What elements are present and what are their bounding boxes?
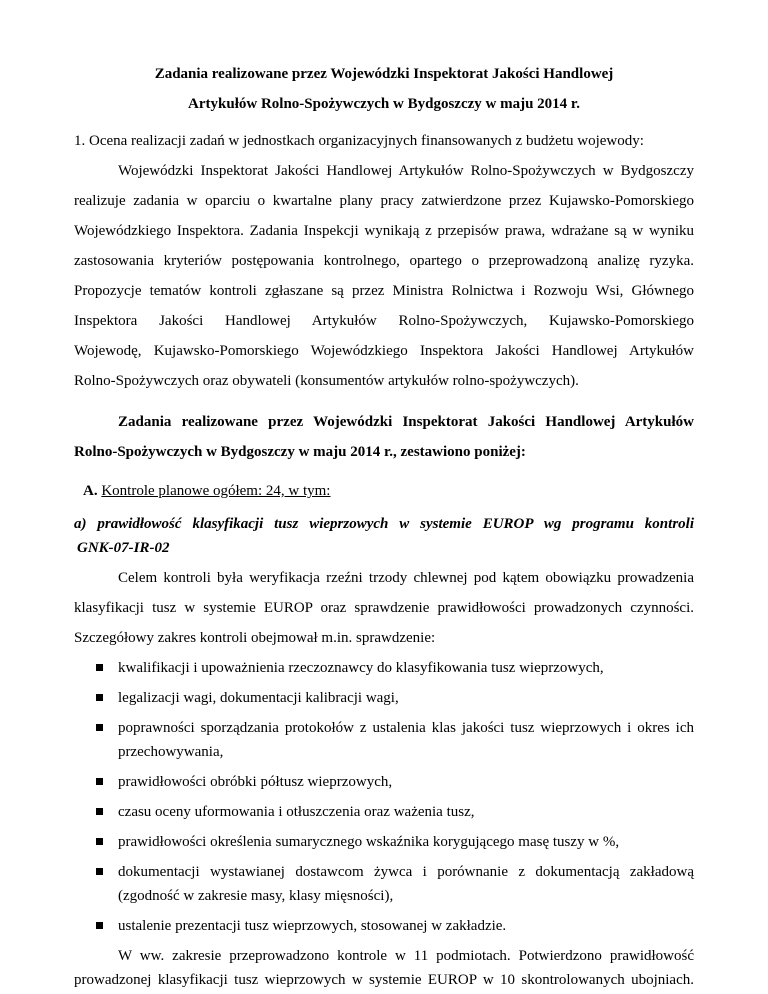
subsection-a-title-line2: GNK-07-IR-02 (77, 540, 170, 556)
paragraph-line: Rolno-Spożywczych oraz obywateli (konsumentów artykułów rolno-spożywczych). (74, 373, 579, 389)
paragraph-line: Inspektora Jakości Handlowej Artykułów Rolno-Spożywczych, Kujawsko-Pomorskiego (74, 313, 694, 329)
paragraph-line: Szczegółowy zakres kontroli obejmował m.in. sprawdzenie: (74, 630, 436, 646)
paragraph-line: zastosowania kryteriów postępowania kontrolnego, opartego o przeprowadzoną analizę ryzyka. (74, 253, 694, 269)
square-bullet-icon (96, 694, 103, 701)
square-bullet-icon (96, 724, 103, 731)
summary-heading-line2: Rolno-Spożywczych w Bydgoszczy w maju 2014 r., zestawiono poniżej: (74, 444, 526, 460)
subsection-a-title-line1: a) prawidłowość klasyfikacji tusz wieprzowych w systemie EUROP wg programu kontroli (74, 516, 694, 532)
square-bullet-icon (96, 664, 103, 671)
summary-heading-line1: Zadania realizowane przez Wojewódzki Inspektorat Jakości Handlowej Artykułów (118, 414, 694, 430)
paragraph-line: Celem kontroli była weryfikacja rzeźni trzody chlewnej pod kątem obowiązku prowadzenia (118, 570, 694, 586)
paragraph-line: klasyfikacji tusz w systemie EUROP oraz sprawdzenie prawidłowości prowadzonych czynności. (74, 600, 694, 616)
document-page: Zadania realizowane przez Wojewódzki Inspektorat Jakości Handlowej Artykułów Rolno-Spożywczych w Bydgoszczy w maju 2014 r. 1. Ocena realizacji zadań w jednostkach organizacyjnych finansowanych z budżetu wojewody: Wojewódzki Inspektorat Jakości Handlowej Artykułów Rolno-Spożywczych w Bydgoszczy realizuje zadania w oparciu o kwartalne plany pracy zatwierdzone przez Kujawsko-Pomorskiego Wojewódzkiego Inspektora. Zadania Inspekcji wynikają z przepisów prawa, wdrażane są w wyniku zastosowania kryteriów postępowania kontrolnego, opartego o przeprowadzoną analizę ryzyka. Propozycje tematów kontroli zgłaszane są przez Ministra Rolnictwa i Rozwoju Wsi, Głównego Inspektora Jakości Handlowej Artykułów Rolno-Spożywczych, Kujawsko-Pomorskiego Wojewodę, Kujawsko-Pomorskiego Wojewódzkiego Inspektora Jakości Handlowej Artykułów Rolno-Spożywczych oraz obywateli (konsumentów artykułów rolno-spożywczych). Zadania realizowane przez Wojewódzki Inspektorat Jakości Handlowej Artykułów Rolno-Spożywczych w Bydgoszczy w maju 2014 r., zestawiono poniżej: A. Kontrole planowe ogółem: 24, w tym: a) prawidłowość klasyfikacji tusz wieprzowych w systemie EUROP wg programu kontroli GNK-07-IR-02 Celem kontroli była weryfikacja rzeźni trzody chlewnej pod kątem obowiązku prowadzenia klasyfikacji tusz w systemie EUROP oraz sprawdzenie prawidłowości prowadzonych czynności. Szczegółowy zakres kontroli obejmował m.in. sprawdzenie: kwalifikacji i upoważnienia rzeczoznawcy do klasyfikowania tusz wieprzowych, legalizacji wagi, dokumentacji kalibracji wagi, poprawności sporządzania protokołów z ustalenia klas jakości tusz wieprzowych i okres ich przechowywania, prawidłowości obróbki półtusz wieprzowych, czasu oceny uformowania i otłuszczenia oraz ważenia tusz, prawidłowości określenia sumarycznego wskaźnika korygującego masę tuszy w %, dokumentacji wystawianej dostawcom żywca i porównanie z dokumentacją zakładową (zgodność w zakresie masy, klasy mięsności), ustalenie prezentacji tusz wieprzowych, stosowanej w zakładzie. W ww. zakresie przeprowadzono kontrole w 11 podmiotach. Potwierdzono prawidłowość prowadzonej klasyfikacji tusz wieprzowych w systemie EUROP w 10 skontrolowanych ubojniach. (0, 0, 768, 994)
section-a-text: Kontrole planowe ogółem: 24, w tym: (101, 483, 331, 499)
square-bullet-icon (96, 778, 103, 785)
paragraph-line: prowadzonej klasyfikacji tusz wieprzowych w systemie EUROP w 10 skontrolowanych ubojniach. (74, 972, 694, 988)
paragraph-line: realizuje zadania w oparciu o kwartalne plany pracy zatwierdzone przez Kujawsko-Pomorskiego (74, 193, 694, 209)
paragraph-line: Wojewódzkiego Inspektora. Zadania Inspekcji wynikają z przepisów prawa, wdrażane są w wyniku (74, 223, 694, 239)
section-a-label: A. (83, 483, 98, 499)
paragraph-line: Propozycje tematów kontroli zgłaszane są przez Ministra Rolnictwa i Rozwoju Wsi, Głównego (74, 283, 694, 299)
section1-heading: 1. Ocena realizacji zadań w jednostkach organizacyjnych finansowanych z budżetu wojewody: (74, 133, 644, 149)
document-title-line2: Artykułów Rolno-Spożywczych w Bydgoszczy w maju 2014 r. (188, 96, 580, 112)
paragraph-line: Wojewódzki Inspektorat Jakości Handlowej Artykułów Rolno-Spożywczych w Bydgoszczy (118, 163, 694, 179)
square-bullet-icon (96, 838, 103, 845)
paragraph-line: Wojewodę, Kujawsko-Pomorskiego Wojewódzkiego Inspektora Jakości Handlowej Artykułów (74, 343, 694, 359)
section-a-heading (83, 481, 330, 501)
paragraph-line: W ww. zakresie przeprowadzono kontrole w 11 podmiotach. Potwierdzono prawidłowość (118, 948, 694, 964)
square-bullet-icon (96, 868, 103, 875)
square-bullet-icon (96, 922, 103, 929)
document-title-line1: Zadania realizowane przez Wojewódzki Inspektorat Jakości Handlowej (154, 66, 614, 82)
square-bullet-icon (96, 808, 103, 815)
